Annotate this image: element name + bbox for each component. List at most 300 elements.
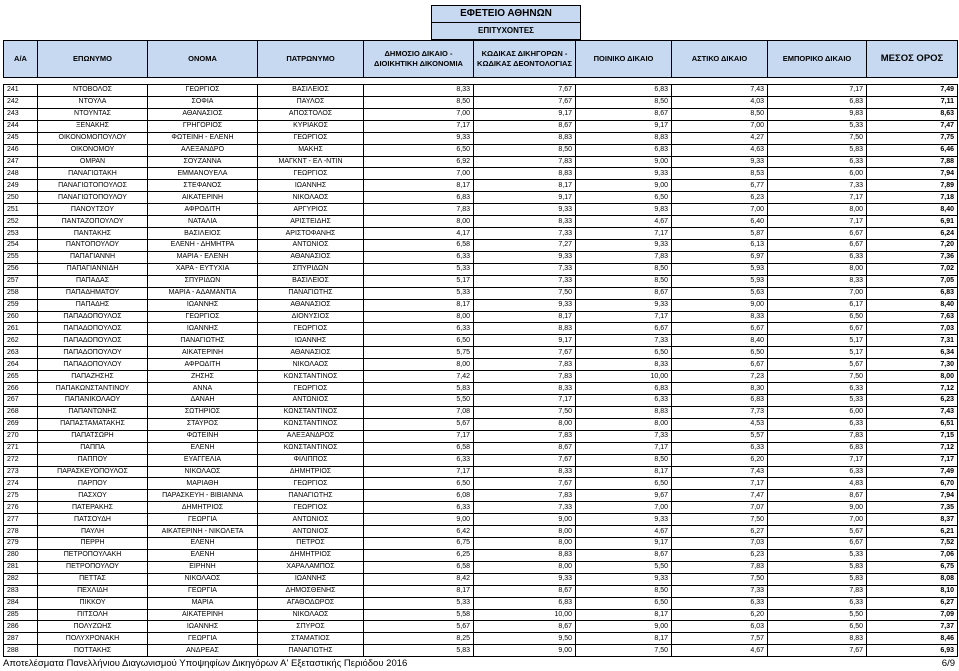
page-number: 6/9 [941,658,955,669]
table-cell: ΣΟΦΙΑ [148,96,258,108]
table-cell: ΑΛΕΞΑΝΔΡΟΣ [258,430,364,442]
table-cell: ΠΑΝΑΓΙΩΤΗΣ [148,335,258,347]
table-cell: ΠΑΝΤΑΚΗΣ [38,228,148,240]
table-cell: 8,17 [576,633,672,645]
table-cell: ΧΑΡΑΛΑΜΠΟΣ [258,561,364,573]
table-cell: 7,50 [768,132,867,144]
table-row [4,418,958,430]
table-cell: 6,20 [672,454,768,466]
table-cell: 6,33 [768,466,867,478]
table-cell: 6,20 [672,609,768,621]
table-cell: ΓΕΩΡΓΙΑ [148,514,258,526]
table-cell: 279 [4,538,38,550]
table-cell: 6,67 [576,323,672,335]
table-cell: 6,33 [768,597,867,609]
table-cell: ΝΙΚΟΛΑΟΣ [148,466,258,478]
table-cell: 10,00 [474,609,576,621]
results-subtitle: ΕΠΙΤΥΧΟΝΤΕΣ [431,23,581,40]
table-body [4,78,958,657]
table-cell: ΑΡΓΥΡΙΟΣ [258,204,364,216]
table-cell: 9,33 [576,573,672,585]
table-cell: 8,50 [474,144,576,156]
table-cell: ΣΠΥΡΙΔΩΝ [148,275,258,287]
table-cell: 9,83 [768,108,867,120]
table-cell: ΜΑΓΚΝΤ - ΕΛ -ΝΤΙΝ [258,156,364,168]
table-cell: 5,33 [364,597,474,609]
table-cell: 284 [4,597,38,609]
table-cell: 4,83 [768,478,867,490]
table-cell: 5,33 [364,263,474,275]
table-row [4,466,958,478]
table-cell: ΠΕΧΛΙΔΗ [38,585,148,597]
table-cell: 7,83 [474,359,576,371]
table-cell: 6,83 [672,394,768,406]
table-cell: 263 [4,347,38,359]
court-title: ΕΦΕΤΕΙΟ ΑΘΗΝΩΝ [431,5,581,23]
table-cell: ΠΕΡΡΗ [38,538,148,550]
table-row [4,275,958,287]
table-row [4,180,958,192]
table-cell: ΓΡΗΓΟΡΙΟΣ [148,120,258,132]
column-header: ΕΠΩΝΥΜΟ [38,41,148,78]
table-cell: ΣΩΤΗΡΙΟΣ [148,406,258,418]
table-cell: ΔΗΜΗΤΡΙΟΣ [148,502,258,514]
table-row [4,96,958,108]
table-cell: ΓΕΩΡΓΙΑ [148,585,258,597]
table-cell: ΟΙΚΟΝΟΜΟΥ [38,144,148,156]
table-cell: 259 [4,299,38,311]
table-cell: 7,83 [474,371,576,383]
table-cell: 8,10 [867,585,958,597]
table-cell: 5,33 [768,120,867,132]
table-cell: 6,33 [672,442,768,454]
table-cell: 8,67 [768,490,867,502]
table-cell: ΠΑΝΤΑΖΟΠΟΥΛΟΥ [38,216,148,228]
table-cell: ΝΙΚΟΛΑΟΣ [258,609,364,621]
table-cell: 7,12 [867,442,958,454]
table-cell: 8,50 [364,96,474,108]
table-cell: 5,17 [364,275,474,287]
table-cell: ΑΙΚΑΤΕΡΙΝΗ - ΝΙΚΟΛΕΤΑ [148,526,258,538]
table-cell: ΣΟΥΖΑΝΝΑ [148,156,258,168]
table-cell: 271 [4,442,38,454]
table-row [4,549,958,561]
table-cell: ΓΕΩΡΓΙΑ [148,633,258,645]
table-cell: ΠΑΠΑΔΟΠΟΥΛΟΥ [38,347,148,359]
table-cell: ΝΑΤΑΛΙΑ [148,216,258,228]
table-cell: 6,34 [867,347,958,359]
table-cell: ΠΑΠΑΓΙΑΝΝΗ [38,251,148,263]
table-cell: ΕΛΕΝΗ [148,442,258,454]
table-cell: ΦΩΤΕΙΝΗ - ΕΛΕΝΗ [148,132,258,144]
table-cell: ΠΟΤΤΑΚΗΣ [38,645,148,657]
table-cell: ΑΦΡΟΔΙΤΗ [148,359,258,371]
table-cell: 4,67 [672,645,768,657]
table-row [4,335,958,347]
table-cell: ΙΩΑΝΝΗΣ [258,573,364,585]
table-cell: ΠΑΠΑΔΟΠΟΥΛΟΣ [38,335,148,347]
table-cell: 6,08 [364,490,474,502]
table-cell: 8,00 [474,561,576,573]
table-cell: ΚΥΡΙΑΚΟΣ [258,120,364,132]
table-cell: 7,83 [576,251,672,263]
table-cell: ΑΦΡΟΔΙΤΗ [148,204,258,216]
table-cell: 7,89 [867,180,958,192]
table-cell: 5,17 [768,347,867,359]
table-row [4,645,958,657]
table-cell: 7,67 [474,478,576,490]
table-row [4,239,958,251]
table-cell: ΠΑΠΑΖΗΣΗΣ [38,371,148,383]
table-cell: 7,33 [576,430,672,442]
table-cell: 7,17 [768,454,867,466]
table-cell: 8,30 [672,383,768,395]
table-cell: 5,33 [768,394,867,406]
table-cell: 7,50 [576,645,672,657]
table-cell: 244 [4,120,38,132]
table-cell: 9,00 [768,502,867,514]
table-cell: 264 [4,359,38,371]
table-cell: 8,40 [867,299,958,311]
table-cell: ΠΑΠΑΤΣΩΡΗ [38,430,148,442]
table-cell: 8,83 [474,549,576,561]
table-cell: 6,46 [867,144,958,156]
table-cell: ΠΑΝΤΟΠΟΥΛΟΥ [38,239,148,251]
table-cell: 7,17 [768,216,867,228]
table-cell: 4,63 [672,144,768,156]
table-cell: ΚΩΝΣΤΑΝΤΙΝΟΣ [258,371,364,383]
table-cell: ΠΕΤΡΟΣ [258,538,364,550]
table-cell: 9,33 [474,299,576,311]
table-row [4,394,958,406]
table-cell: ΑΡΙΣΤΕΙΔΗΣ [258,216,364,228]
table-cell: 6,50 [768,621,867,633]
table-cell: 5,93 [672,263,768,275]
table-cell: 7,00 [768,287,867,299]
table-cell: ΝΙΚΟΛΑΟΣ [258,359,364,371]
table-cell: 8,17 [576,609,672,621]
table-cell: ΣΤΑΜΑΤΙΟΣ [258,633,364,645]
table-cell: ΠΑΝΟΥΤΣΟΥ [38,204,148,216]
table-cell: ΓΕΩΡΓΙΟΣ [148,311,258,323]
table-row [4,609,958,621]
table-cell: ΙΩΑΝΝΗΣ [148,323,258,335]
table-cell: 8,17 [364,299,474,311]
table-cell: 5,67 [364,621,474,633]
table-cell: 4,67 [576,526,672,538]
table-cell: 7,83 [474,430,576,442]
table-cell: ΒΑΣΙΛΕΙΟΣ [258,85,364,97]
table-cell: 9,00 [364,514,474,526]
table-cell: ΑΘΑΝΑΣΙΟΣ [258,251,364,263]
table-cell: 4,53 [672,418,768,430]
table-cell: 8,25 [364,633,474,645]
table-cell: 8,17 [474,311,576,323]
table-cell: 5,83 [364,645,474,657]
table-row [4,573,958,585]
table-cell: 9,33 [474,204,576,216]
table-cell: 6,50 [576,347,672,359]
table-cell: ΠΑΠΑΝΤΩΝΗΣ [38,406,148,418]
table-cell: 9,00 [474,514,576,526]
table-row [4,251,958,263]
table-cell: 7,00 [364,168,474,180]
table-cell: 262 [4,335,38,347]
table-cell: ΑΛΕΞΑΝΔΡΟ [148,144,258,156]
table-cell: 6,50 [364,478,474,490]
table-cell: 8,67 [474,585,576,597]
table-cell: 7,35 [867,502,958,514]
table-cell: 7,36 [867,251,958,263]
table-cell: 5,58 [364,609,474,621]
table-cell: 7,83 [768,430,867,442]
table-cell: ΒΑΣΙΛΕΙΟΣ [148,228,258,240]
table-header-row [4,41,958,78]
table-cell: ΦΩΤΕΙΝΗ [148,430,258,442]
table-cell: 285 [4,609,38,621]
table-cell: 7,33 [474,228,576,240]
table-cell: 7,50 [474,406,576,418]
table-row [4,156,958,168]
table-cell: ΓΕΩΡΓΙΟΣ [258,383,364,395]
table-cell: 7,83 [672,561,768,573]
table-cell: ΠΑΝΑΓΙΩΤΗΣ [258,645,364,657]
table-cell: 8,67 [576,108,672,120]
table-cell: 5,50 [768,609,867,621]
table-cell: 7,47 [672,490,768,502]
table-row [4,132,958,144]
table-cell: 288 [4,645,38,657]
table-cell: 7,11 [867,96,958,108]
table-cell: 8,83 [768,633,867,645]
table-cell: ΕΥΑΓΓΕΛΙΑ [148,454,258,466]
table-cell: 7,50 [768,371,867,383]
table-cell: 7,57 [672,633,768,645]
table-cell: 9,33 [576,168,672,180]
table-cell: 6,17 [768,299,867,311]
table-cell: 7,43 [672,85,768,97]
table-row [4,347,958,359]
table-cell: 269 [4,418,38,430]
table-cell: ΑΝΔΡΕΑΣ [148,645,258,657]
table-cell: 8,00 [576,418,672,430]
table-row [4,108,958,120]
table-cell: ΟΙΚΟΝΟΜΟΠΟΥΛΟΥ [38,132,148,144]
table-cell: 6,83 [576,144,672,156]
table-cell: 6,93 [867,645,958,657]
column-header: Α/Α [4,41,38,78]
table-cell: 8,53 [672,168,768,180]
table-cell: 8,67 [576,287,672,299]
table-cell: 6,83 [768,442,867,454]
table-cell: 6,00 [768,406,867,418]
table-cell: 7,52 [867,538,958,550]
table-cell: ΧΑΡΑ - ΕΥΤΥΧΙΑ [148,263,258,275]
table-cell: 6,58 [364,239,474,251]
table-cell: 7,94 [867,490,958,502]
table-cell: ΠΙΚΚΟΥ [38,597,148,609]
table-cell: 9,83 [576,204,672,216]
table-cell: 6,58 [364,442,474,454]
table-row [4,85,958,97]
table-cell: 6,67 [768,228,867,240]
table-cell: ΠΑΠΑΔΟΠΟΥΛΟΣ [38,323,148,335]
table-cell: 9,17 [474,108,576,120]
table-row [4,287,958,299]
table-cell: ΠΑΝΑΓΙΩΤΑΚΗ [38,168,148,180]
table-cell: ΔΗΜΗΤΡΙΟΣ [258,466,364,478]
table-cell: 7,73 [672,406,768,418]
table-cell: 258 [4,287,38,299]
table-cell: 7,67 [474,85,576,97]
table-cell: 5,83 [768,144,867,156]
table-cell: ΠΑΤΕΡΑΚΗΣ [38,502,148,514]
table-cell: 9,33 [576,514,672,526]
table-cell: 8,67 [474,621,576,633]
table-row [4,478,958,490]
table-cell: 9,17 [576,120,672,132]
table-cell: 274 [4,478,38,490]
table-row [4,621,958,633]
table-cell: 8,33 [474,383,576,395]
table-cell: 7,43 [672,466,768,478]
table-cell: 6,50 [576,192,672,204]
table-cell: 6,21 [867,526,958,538]
table-cell: 7,17 [768,85,867,97]
table-cell: 7,37 [867,621,958,633]
table-cell: 7,00 [768,514,867,526]
table-cell: ΠΑΝΑΓΙΩΤΟΠΟΥΛΟΥ [38,192,148,204]
table-cell: 8,33 [474,216,576,228]
table-cell: ΙΩΑΝΝΗΣ [258,180,364,192]
table-cell: 7,88 [867,156,958,168]
table-cell: 6,50 [576,478,672,490]
table-cell: 6,23 [672,549,768,561]
table-cell: 7,17 [768,192,867,204]
column-header: ΠΑΤΡΩΝΥΜΟ [258,41,364,78]
table-cell: 6,13 [672,239,768,251]
table-cell: 250 [4,192,38,204]
table-cell: 6,97 [672,251,768,263]
table-row [4,359,958,371]
table-cell: 248 [4,168,38,180]
table-cell: ΑΙΚΑΤΕΡΙΝΗ [148,347,258,359]
table-cell: 8,83 [474,323,576,335]
table-cell: 7,00 [576,502,672,514]
table-cell: 6,33 [576,394,672,406]
table-cell: ΜΑΡΙΑ [148,597,258,609]
table-cell: ΑΠΟΣΤΟΛΟΣ [258,108,364,120]
table-cell: ΠΑΠΑΔΟΠΟΥΛΟΣ [38,311,148,323]
results-table [3,40,958,657]
table-cell: ΑΘΑΝΑΣΙΟΣ [148,108,258,120]
table-cell: ΑΝΤΩΝΙΟΣ [258,394,364,406]
table-cell: 7,20 [867,239,958,251]
table-cell: 6,58 [364,561,474,573]
table-cell: 6,42 [364,526,474,538]
table-cell: 6,23 [672,192,768,204]
table-cell: ΒΑΣΙΛΕΙΟΣ [258,275,364,287]
table-cell: ΝΤΟΥΛΑ [38,96,148,108]
table-cell: 7,33 [576,335,672,347]
table-cell: 8,50 [576,454,672,466]
table-cell: 6,33 [364,502,474,514]
table-cell: 280 [4,549,38,561]
table-cell: 6,24 [867,228,958,240]
table-cell: ΠΕΤΤΑΣ [38,573,148,585]
table-cell: ΑΝΝΑ [148,383,258,395]
column-header: ΠΟΙΝΙΚΟ ΔΙΚΑΙΟ [576,41,672,78]
table-cell: ΠΑΥΛΟΣ [258,96,364,108]
table-cell: 273 [4,466,38,478]
table-cell: 6,83 [768,96,867,108]
table-cell: 5,83 [768,573,867,585]
table-cell: 8,50 [576,263,672,275]
table-cell: 7,33 [768,180,867,192]
table-cell: 7,02 [867,263,958,275]
table-cell: ΠΑΠΑΔΟΠΟΥΛΟΥ [38,359,148,371]
table-cell: ΟΜΡΑΝ [38,156,148,168]
table-cell: 6,50 [364,335,474,347]
column-header: ΜΕΣΟΣ ΟΡΟΣ [867,41,958,78]
table-cell: 254 [4,239,38,251]
table-cell: 6,91 [867,216,958,228]
table-cell: ΠΑΝΑΓΙΩΤΟΠΟΥΛΟΣ [38,180,148,192]
table-cell: 7,03 [867,323,958,335]
table-row [4,120,958,132]
table-row [4,561,958,573]
table-cell: 7,50 [672,514,768,526]
table-cell: 7,83 [364,204,474,216]
table-cell: ΜΑΡΙΑΘΗ [148,478,258,490]
table-cell: ΑΙΚΑΤΕΡΙΝΗ [148,192,258,204]
table-cell: 7,07 [672,502,768,514]
table-cell: 7,08 [364,406,474,418]
table-row [4,597,958,609]
table-cell: ΔΗΜΗΤΡΙΟΣ [258,549,364,561]
table-cell: ΠΑΠΑΓΙΑΝΝΙΔΗ [38,263,148,275]
table-cell: 8,00 [867,371,958,383]
table-cell: 8,63 [867,108,958,120]
table-row [4,633,958,645]
table-cell: 6,67 [768,538,867,550]
table-cell: 7,33 [474,263,576,275]
table-cell: 7,83 [474,490,576,502]
table-cell: 4,17 [364,228,474,240]
table-cell: ΑΘΑΝΑΣΙΟΣ [258,347,364,359]
table-cell: 8,33 [364,85,474,97]
table-cell: 275 [4,490,38,502]
table-cell: 8,50 [576,96,672,108]
table-cell: 6,40 [672,216,768,228]
table-cell: 6,83 [867,287,958,299]
table-cell: 266 [4,383,38,395]
table-cell: 8,17 [364,585,474,597]
table-cell: ΠΑΠΑΚΩΝΣΤΑΝΤΙΝΟΥ [38,383,148,395]
table-cell: ΠΑΣΧΟΥ [38,490,148,502]
table-cell: 6,33 [672,597,768,609]
table-cell: 7,17 [576,442,672,454]
table-cell: 261 [4,323,38,335]
table-cell: 6,33 [768,383,867,395]
table-cell: 7,15 [867,430,958,442]
table-cell: ΠΟΛΥΖΩΗΣ [38,621,148,633]
table-cell: ΠΑΝΑΓΙΩΤΗΣ [258,490,364,502]
table-cell: ΕΛΕΝΗ [148,538,258,550]
table-cell: 8,00 [474,418,576,430]
column-header: ΚΩΔΙΚΑΣ ΔΙΚΗΓΟΡΩΝ - ΚΩΔΙΚΑΣ ΔΕΟΝΤΟΛΟΓΙΑΣ [474,41,576,78]
table-cell: ΓΕΩΡΓΙΟΣ [258,168,364,180]
